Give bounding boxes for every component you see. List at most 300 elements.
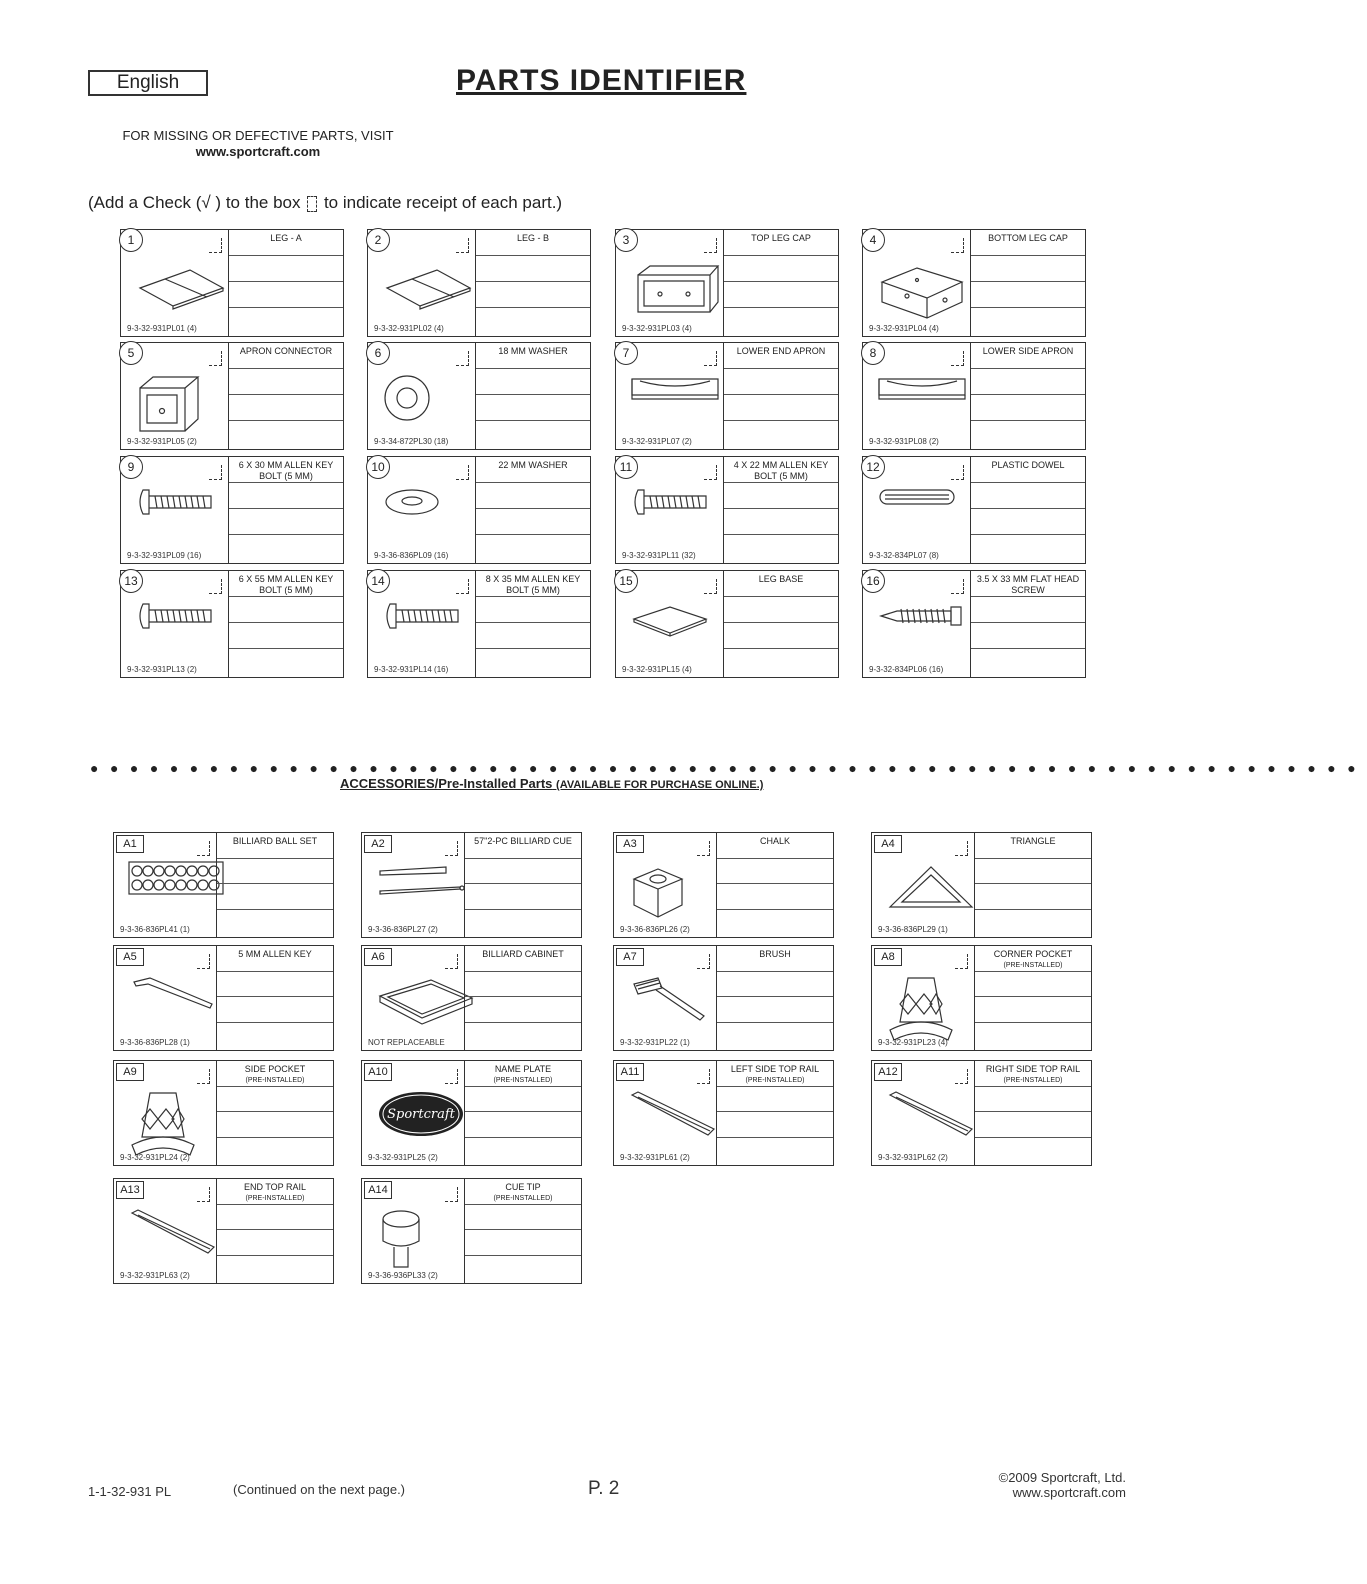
accessory-card [361,1178,582,1284]
checklist-grid [970,343,1085,449]
checklist-grid [716,946,833,1050]
blank-row[interactable] [229,308,343,334]
accessory-name: LEFT SIDE TOP RAIL (PRE-INSTALLED) [717,1061,833,1086]
pre-installed-note: (PRE-INSTALLED) [1003,962,1063,969]
accessory-name: 57"2-PC BILLIARD CUE [474,836,572,846]
accessories-heading [340,776,763,791]
accessory-name: BILLIARD CABINET [482,949,564,959]
part-name: 6 X 55 MM ALLEN KEY BOLT (5 MM) [238,574,334,595]
accessory-name: 5 MM ALLEN KEY [238,949,312,959]
part-name-cell [465,1179,581,1205]
part-card [862,570,1086,678]
bottom-cap-icon [877,260,967,325]
part-name-cell [229,457,343,483]
part-card [120,456,344,564]
receipt-checkbox[interactable] [951,351,964,366]
checklist-grid [216,833,333,937]
accessory-card [113,1060,334,1166]
receipt-checkbox[interactable] [951,238,964,253]
blank-row[interactable] [217,910,333,936]
part-name-cell [476,230,590,256]
accessory-code: 9-3-32-931PL23 (4) [878,1038,948,1047]
part-name-cell [476,457,590,483]
blank-row[interactable] [971,282,1085,308]
accessory-code: NOT REPLACEABLE [368,1038,445,1047]
accessory-number: A1 [116,835,144,853]
receipt-checkbox[interactable] [704,579,717,594]
checklist-grid [723,343,838,449]
blank-row[interactable] [971,369,1085,395]
part-name: 22 MM WASHER [498,460,568,470]
part-name-cell [229,571,343,597]
part-name: 6 X 30 MM ALLEN KEY BOLT (5 MM) [238,460,334,481]
instructions-before: (Add a Check (√ ) to the box [88,193,301,212]
pre-installed-note: (PRE-INSTALLED) [1003,1077,1063,1084]
checkbox-example-icon [307,196,317,212]
checklist-grid [464,1061,581,1165]
part-number: 2 [366,228,390,252]
accessory-code: 9-3-32-931PL24 (2) [120,1153,190,1162]
bolt-icon [135,601,215,636]
blank-row[interactable] [476,282,590,308]
blank-row[interactable] [724,395,838,421]
accessory-card [361,945,582,1051]
receipt-checkbox[interactable] [456,351,469,366]
part-card [862,456,1086,564]
accessory-card [613,945,834,1051]
part-card [615,342,839,450]
part-name: LOWER END APRON [736,346,826,356]
checklist-grid [970,571,1085,677]
part-name-cell [724,230,838,256]
blank-row[interactable] [717,884,833,910]
part-code: 9-3-32-931PL15 (4) [622,665,692,674]
checklist-grid [475,457,590,563]
receipt-checkbox[interactable] [456,465,469,480]
receipt-checkbox[interactable] [955,841,968,856]
checklist-grid [464,946,581,1050]
blank-row[interactable] [476,421,590,447]
screw-icon [877,601,967,636]
receipt-checkbox[interactable] [445,1187,458,1202]
part-name-cell [476,343,590,369]
accessory-name: TRIANGLE [1010,836,1056,846]
accessory-card [113,945,334,1051]
rail-icon [886,1089,976,1144]
part-name-cell [229,343,343,369]
blank-row[interactable] [724,421,838,447]
accessory-number: A10 [364,1063,392,1081]
bolt-icon [630,487,710,522]
part-card [367,570,591,678]
blank-row[interactable] [717,859,833,885]
blank-row[interactable] [476,369,590,395]
blank-row[interactable] [465,1205,581,1231]
part-card [120,342,344,450]
accessory-code: 9-3-36-836PL27 (2) [368,925,438,934]
accessory-card [871,1060,1092,1166]
receipt-checkbox[interactable] [445,954,458,969]
blank-row[interactable] [724,597,838,623]
blank-row[interactable] [971,483,1085,509]
blank-row[interactable] [717,910,833,936]
part-code: 9-3-32-834PL06 (16) [869,665,944,674]
part-code: 9-3-32-931PL07 (2) [622,437,692,446]
blank-row[interactable] [465,972,581,998]
accessory-number: A6 [364,948,392,966]
receipt-checkbox[interactable] [445,1069,458,1084]
blank-row[interactable] [229,282,343,308]
blank-row[interactable] [971,649,1085,675]
accessory-number: A3 [616,835,644,853]
accessory-code: 9-3-36-836PL41 (1) [120,925,190,934]
accessory-name: NAME PLATE (PRE-INSTALLED) [465,1061,581,1086]
checklist-grid [228,571,343,677]
part-name-cell [971,343,1085,369]
blank-row[interactable] [217,1112,333,1138]
blank-row[interactable] [217,1023,333,1049]
part-name: 4 X 22 MM ALLEN KEY BOLT (5 MM) [733,460,829,481]
receipt-checkbox[interactable] [704,465,717,480]
block-icon [135,373,205,438]
receipt-checkbox[interactable] [197,1069,210,1084]
checklist-grid [216,946,333,1050]
apron-icon [877,373,967,408]
page-title: PARTS IDENTIFIER [456,64,747,97]
receipt-checkbox[interactable] [197,841,210,856]
blank-row[interactable] [217,1087,333,1113]
part-number: 1 [119,228,143,252]
cabinet-icon [376,974,476,1029]
accessory-card [613,832,834,938]
blank-row[interactable] [217,1256,333,1282]
receipt-checkbox[interactable] [955,1069,968,1084]
part-name: 18 MM WASHER [498,346,568,356]
part-number: 7 [614,341,638,365]
part-code: 9-3-32-834PL07 (8) [869,551,939,560]
blank-row[interactable] [229,256,343,282]
accessory-code: 9-3-32-931PL61 (2) [620,1153,690,1162]
accessory-number: A2 [364,835,392,853]
blank-row[interactable] [724,623,838,649]
part-name-cell [217,946,333,972]
missing-parts-url[interactable]: www.sportcraft.com [195,144,321,159]
receipt-checkbox[interactable] [445,841,458,856]
accessory-number: A4 [874,835,902,853]
blank-row[interactable] [229,509,343,535]
receipt-checkbox[interactable] [456,238,469,253]
blank-row[interactable] [476,509,590,535]
blank-row[interactable] [465,1112,581,1138]
blank-row[interactable] [229,395,343,421]
receipt-checkbox[interactable] [697,954,710,969]
part-name-cell [217,833,333,859]
receipt-checkbox[interactable] [951,465,964,480]
part-name-cell [229,230,343,256]
receipt-checkbox[interactable] [704,351,717,366]
receipt-checkbox[interactable] [209,351,222,366]
part-number: 14 [366,569,390,593]
accessory-number: A5 [116,948,144,966]
blank-row[interactable] [724,509,838,535]
copyright [999,1470,1126,1500]
blank-row[interactable] [975,859,1091,885]
part-code: 9-3-32-931PL01 (4) [127,324,197,333]
flat-washer-icon [382,487,442,522]
part-name: LEG - B [516,233,549,243]
blank-row[interactable] [724,282,838,308]
accessory-name: BRUSH [759,949,791,959]
blank-row[interactable] [476,256,590,282]
blank-row[interactable] [717,1112,833,1138]
part-name-cell [476,571,590,597]
part-code: 9-3-32-931PL08 (2) [869,437,939,446]
pre-installed-note: (PRE-INSTALLED) [245,1077,305,1084]
blank-row[interactable] [717,1087,833,1113]
pre-installed-note: (PRE-INSTALLED) [493,1077,553,1084]
bolt-icon [135,487,215,522]
blank-row[interactable] [229,421,343,447]
part-number: 10 [366,455,390,479]
blank-row[interactable] [975,884,1091,910]
blank-row[interactable] [476,623,590,649]
accessory-code: 9-3-36-936PL33 (2) [368,1271,438,1280]
checklist-grid [216,1179,333,1283]
blank-row[interactable] [975,1023,1091,1049]
accessory-name: CORNER POCKET (PRE-INSTALLED) [975,946,1091,971]
allen-key-icon [128,974,218,1019]
receipt-checkbox[interactable] [209,579,222,594]
accessory-card [613,1060,834,1166]
accessory-number: A13 [116,1181,144,1199]
blank-row[interactable] [465,910,581,936]
blank-row[interactable] [476,483,590,509]
part-name: APRON CONNECTOR [239,346,333,356]
part-card [615,229,839,337]
part-code: 9-3-32-931PL05 (2) [127,437,197,446]
receipt-checkbox[interactable] [704,238,717,253]
dowel-icon [877,487,957,512]
blank-row[interactable] [465,1138,581,1164]
part-card [120,229,344,337]
part-code: 9-3-32-931PL04 (4) [869,324,939,333]
copyright-text: ©2009 Sportcraft, Ltd. [998,1470,1126,1485]
blank-row[interactable] [971,623,1085,649]
checklist-grid [464,833,581,937]
part-name-cell [975,1061,1091,1087]
instructions-after: to indicate receipt of each part.) [323,193,563,212]
blank-row[interactable] [724,649,838,675]
blank-row[interactable] [476,597,590,623]
blank-row[interactable] [724,256,838,282]
blank-row[interactable] [465,1087,581,1113]
accessory-card [113,1178,334,1284]
blank-row[interactable] [217,972,333,998]
blank-row[interactable] [217,859,333,885]
blank-row[interactable] [217,1138,333,1164]
cue-icon [376,861,466,906]
blank-row[interactable] [975,997,1091,1023]
accessory-name: SIDE POCKET (PRE-INSTALLED) [217,1061,333,1086]
accessory-code: 9-3-32-931PL22 (1) [620,1038,690,1047]
part-card [862,229,1086,337]
accessory-number: A8 [874,948,902,966]
blank-row[interactable] [971,597,1085,623]
part-number: 13 [119,569,143,593]
blank-row[interactable] [717,972,833,998]
receipt-checkbox[interactable] [951,579,964,594]
blank-row[interactable] [476,535,590,561]
part-number: 12 [861,455,885,479]
missing-parts-note [120,128,396,160]
blank-row[interactable] [465,1256,581,1282]
footer-url[interactable]: www.sportcraft.com [1012,1485,1126,1500]
part-name-cell [971,230,1085,256]
blank-row[interactable] [971,509,1085,535]
accessory-code: 9-3-32-931PL62 (2) [878,1153,948,1162]
rail-icon [128,1207,218,1262]
receipt-checkbox[interactable] [697,1069,710,1084]
accessory-name: RIGHT SIDE TOP RAIL (PRE-INSTALLED) [975,1061,1091,1086]
part-name-cell [717,1061,833,1087]
receipt-checkbox[interactable] [209,238,222,253]
missing-parts-text: FOR MISSING OR DEFECTIVE PARTS, VISIT [122,128,394,143]
board-icon [135,260,225,315]
accessory-code: 9-3-36-836PL28 (1) [120,1038,190,1047]
blank-row[interactable] [217,884,333,910]
part-name: 3.5 X 33 MM FLAT HEAD SCREW [976,574,1080,595]
triangle-icon [886,861,976,916]
part-number: 3 [614,228,638,252]
checklist-grid [475,571,590,677]
checklist-grid [974,946,1091,1050]
part-name-cell [465,833,581,859]
blank-row[interactable] [975,910,1091,936]
part-name: 8 X 35 MM ALLEN KEY BOLT (5 MM) [485,574,581,595]
balls-icon [128,861,224,900]
part-name: LEG - A [270,233,302,243]
blank-row[interactable] [971,395,1085,421]
document-number: 1-1-32-931 PL [88,1484,172,1499]
blank-row[interactable] [476,395,590,421]
checklist-grid [216,1061,333,1165]
part-name-cell [465,946,581,972]
accessory-name: CUE TIP (PRE-INSTALLED) [465,1179,581,1204]
blank-row[interactable] [217,1205,333,1231]
receipt-checkbox[interactable] [197,954,210,969]
leg-cap-icon [630,260,720,325]
accessory-card [113,832,334,938]
checklist-grid [974,1061,1091,1165]
blank-row[interactable] [717,997,833,1023]
washer-icon [382,373,432,428]
blank-row[interactable] [229,483,343,509]
blank-row[interactable] [717,1023,833,1049]
blank-row[interactable] [465,859,581,885]
blank-row[interactable] [229,597,343,623]
blank-row[interactable] [465,884,581,910]
checklist-grid [475,230,590,336]
blank-row[interactable] [724,535,838,561]
blank-row[interactable] [971,256,1085,282]
part-card [367,456,591,564]
blank-row[interactable] [975,1087,1091,1113]
blank-row[interactable] [724,308,838,334]
part-number: 11 [614,455,638,479]
blank-row[interactable] [971,535,1085,561]
part-card [120,570,344,678]
accessory-number: A14 [364,1181,392,1199]
blank-row[interactable] [217,1230,333,1256]
receipt-checkbox[interactable] [697,841,710,856]
part-name: BOTTOM LEG CAP [988,233,1068,243]
part-name: LOWER SIDE APRON [982,346,1074,356]
receipt-checkbox[interactable] [197,1187,210,1202]
blank-row[interactable] [971,308,1085,334]
blank-row[interactable] [724,369,838,395]
part-name-cell [971,571,1085,597]
accessory-number: A12 [874,1063,902,1081]
part-name-cell [217,1179,333,1205]
part-number: 6 [366,341,390,365]
blank-row[interactable] [975,1112,1091,1138]
blank-row[interactable] [465,1023,581,1049]
blank-row[interactable] [476,649,590,675]
bolt-icon [382,601,462,636]
board-icon [382,260,472,315]
part-name: TOP LEG CAP [751,233,811,243]
checklist-grid [228,230,343,336]
checklist-grid [974,833,1091,937]
checklist-grid [970,457,1085,563]
receipt-checkbox[interactable] [955,954,968,969]
accessory-number: A9 [116,1063,144,1081]
blank-row[interactable] [975,1138,1091,1164]
blank-row[interactable] [229,623,343,649]
language-label: English [88,70,208,96]
blank-row[interactable] [975,972,1091,998]
blank-row[interactable] [229,649,343,675]
checklist-grid [970,230,1085,336]
continued-note: (Continued on the next page.) [233,1482,406,1497]
part-name-cell [724,571,838,597]
accessory-code: 9-3-36-836PL29 (1) [878,925,948,934]
part-code: 9-3-32-931PL02 (4) [374,324,444,333]
part-name: PLASTIC DOWEL [991,460,1065,470]
blank-row[interactable] [229,535,343,561]
part-code: 9-3-32-931PL14 (16) [374,665,449,674]
blank-row[interactable] [465,997,581,1023]
pre-installed-note: (PRE-INSTALLED) [245,1195,305,1202]
part-number: 8 [861,341,885,365]
accessory-name: CHALK [759,836,790,846]
receipt-checkbox[interactable] [209,465,222,480]
rail-icon [628,1089,718,1144]
blank-row[interactable] [229,369,343,395]
accessory-card [361,832,582,938]
part-name-cell [724,457,838,483]
cue-tip-icon [376,1207,426,1278]
blank-row[interactable] [476,308,590,334]
blank-row[interactable] [724,483,838,509]
blank-row[interactable] [717,1138,833,1164]
part-name-cell [717,946,833,972]
blank-row[interactable] [217,997,333,1023]
blank-row[interactable] [971,421,1085,447]
blank-row[interactable] [465,1230,581,1256]
receipt-checkbox[interactable] [456,579,469,594]
accessory-code: 9-3-32-931PL25 (2) [368,1153,438,1162]
